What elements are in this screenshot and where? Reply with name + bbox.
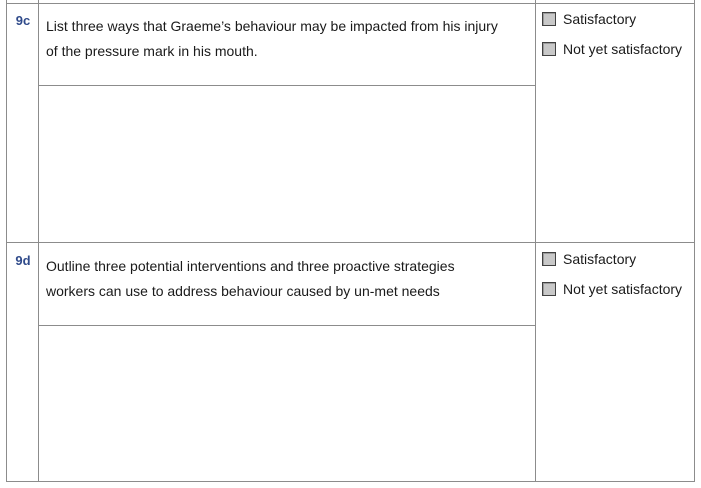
question-text [46, 254, 530, 304]
table-border-bottom [6, 481, 695, 482]
option-satisfactory[interactable] [542, 10, 636, 28]
row-divider [6, 242, 695, 243]
checkbox-icon[interactable] [542, 12, 556, 26]
checkbox-icon[interactable] [542, 282, 556, 296]
answer-area-9c[interactable] [39, 86, 535, 242]
question-text-line: workers can use to address behaviour caused by un-met needs [46, 283, 440, 299]
question-text-line: of the pressure mark in his mouth. [46, 43, 258, 59]
checkbox-icon[interactable] [542, 252, 556, 266]
table-border-left [6, 0, 7, 482]
option-label: Not yet satisfactory [563, 281, 683, 297]
option-label: Not yet satisfactory [563, 41, 683, 57]
answer-area-9d[interactable] [39, 326, 535, 481]
option-not-yet-satisfactory[interactable] [542, 280, 682, 298]
table-border-right [694, 0, 695, 482]
option-label: Satisfactory [563, 251, 637, 267]
checkbox-icon[interactable] [542, 42, 556, 56]
question-number: 9d [15, 253, 31, 268]
column-divider-options [535, 0, 536, 482]
option-not-yet-satisfactory[interactable] [542, 40, 682, 58]
question-text-line: Outline three potential interventions and three proactive strategies [46, 258, 455, 274]
option-label: Satisfactory [563, 11, 637, 27]
question-number: 9c [15, 13, 31, 28]
table-border-top [6, 3, 695, 4]
option-satisfactory[interactable] [542, 250, 636, 268]
question-text-line: List three ways that Graeme’s behaviour may be impacted from his injury [46, 18, 498, 34]
question-text [46, 14, 530, 64]
